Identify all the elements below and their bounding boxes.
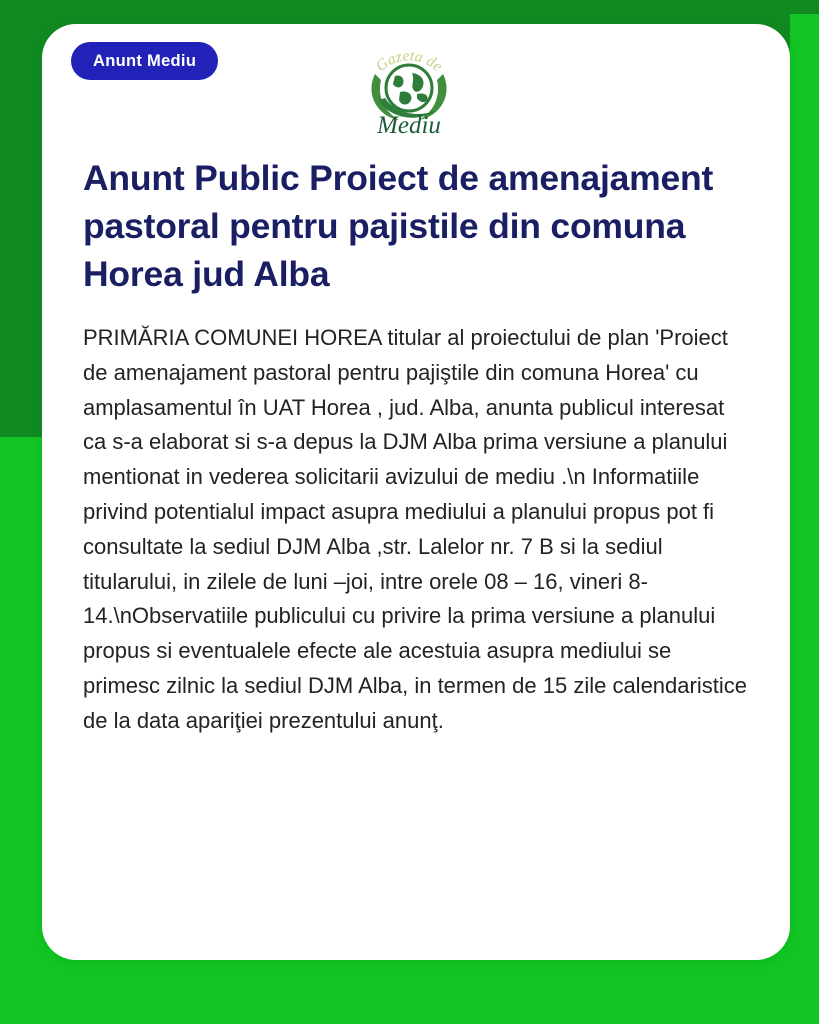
- announcement-body-text: PRIMĂRIA COMUNEI HOREA titular al proiectului de plan 'Proiect de amenajament pastoral pentru pajiştile din comuna Horea' cu amplasamentul în UAT Horea , jud. Alba, anunta publicul interesat ca s-a elaborat si s-a depus la DJM Alba prima versiune a planului mentionat in vederea solicitarii avizului de mediu .\n Informatiile privind potentialul impact asupra mediului a planului propus pot fi consultate la sediul DJM Alba ,str. Lalelor nr. 7 B si la sediul titularului, in zilele de luni –joi, intre orele 08 – 16, vineri 8-14.\nObservatiile publicului cu privire la prima versiune a planului propus si eventualele efecte ale acestuia asupra mediului se primesc zilnic la sediul DJM Alba, in termen de 15 zile calendaristice de la data apariţiei prezentului anunţ.: [83, 325, 747, 733]
- card-header: [42, 24, 790, 142]
- category-badge-label: Anunt Mediu: [93, 51, 197, 70]
- background-right-strip: [790, 14, 819, 437]
- category-badge[interactable]: [71, 42, 218, 80]
- logo-bottom-text: Mediu: [377, 112, 441, 139]
- page-title: Anunt Public Proiect de amenajament pastoral pentru pajistile din comuna Horea jud Alba: [83, 158, 714, 294]
- gazeta-de-mediu-logo: [355, 32, 463, 140]
- announcement-card: [42, 24, 790, 960]
- globe-icon: [386, 65, 432, 111]
- logo-top-text: Gazeta de: [372, 47, 446, 76]
